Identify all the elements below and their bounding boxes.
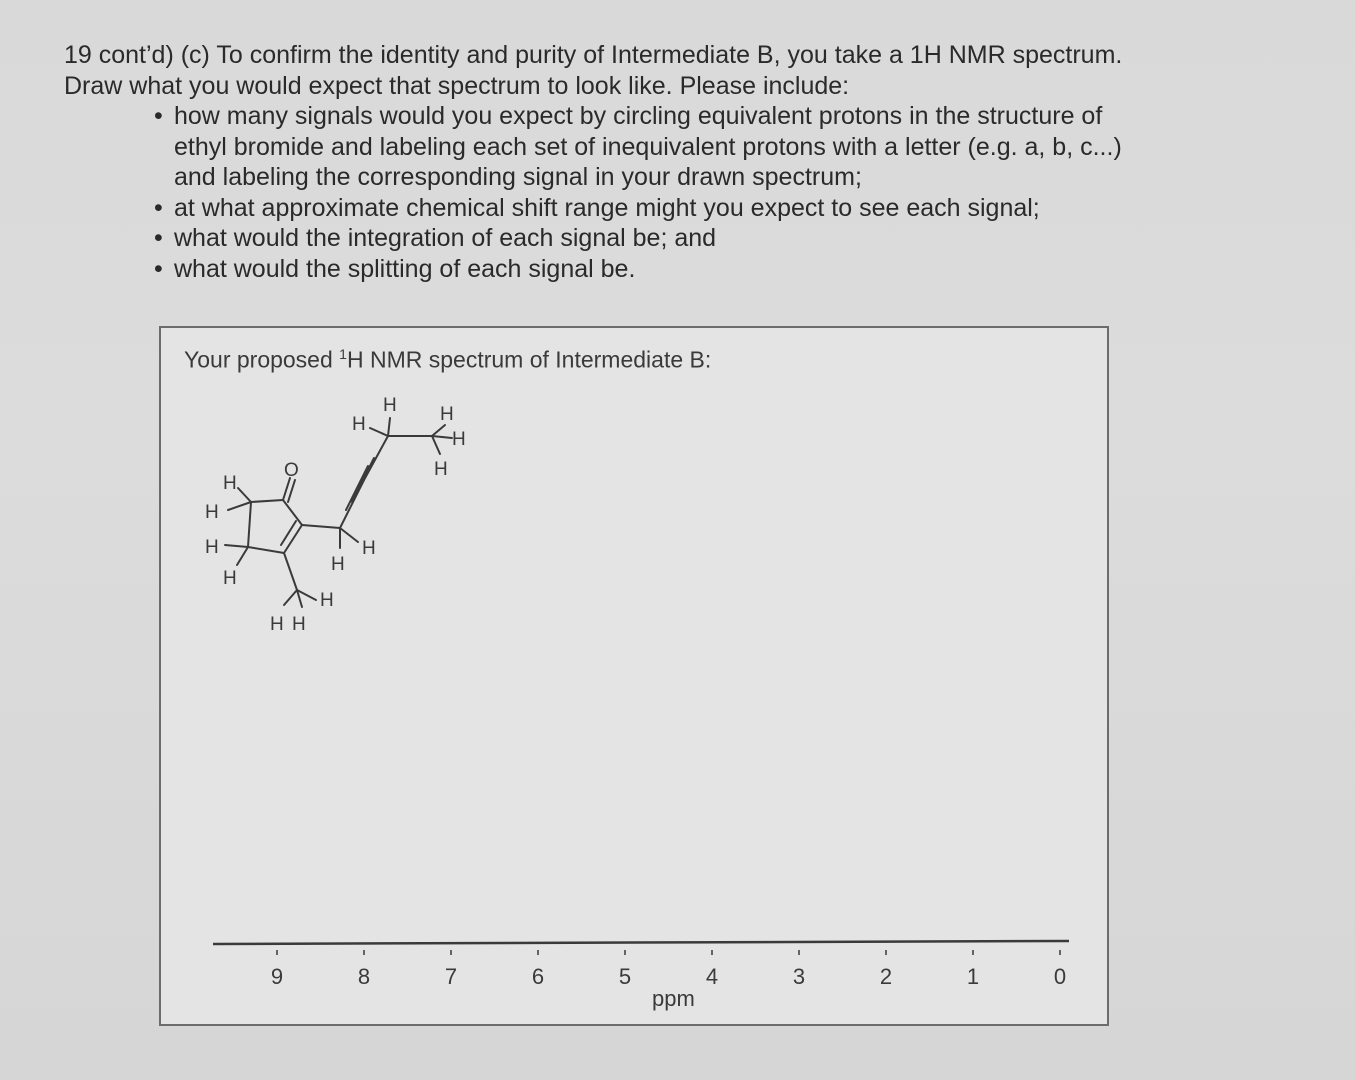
question-line-1: 19 cont’d) (c) To confirm the identity and purity of Intermediate B, you take a 1H NMR spectrum. (64, 41, 1123, 69)
ppm-axis-label: ppm (652, 986, 695, 1011)
ppm-axis-ticks (271, 950, 1066, 989)
bullet-1-line-2: ethyl bromide and labeling each set of inequivalent protons with a letter (e.g. a, b, c...) (174, 132, 1122, 161)
ppm-tick-label: 7 (444, 964, 458, 989)
atom-label: H (331, 554, 345, 575)
atom-label: H (223, 473, 237, 494)
atom-label: H (223, 568, 237, 589)
ppm-tick-label: 8 (357, 964, 371, 989)
atom-label: H (352, 414, 366, 435)
atom-label: H (452, 429, 466, 450)
answer-title-sup: 1 (339, 346, 347, 362)
bullet-1-line-3: and labeling the corresponding signal in your drawn spectrum; (174, 163, 862, 191)
atom-label: H (362, 538, 376, 559)
atom-label: H (434, 459, 448, 480)
ppm-tick-label: 5 (618, 964, 632, 989)
atom-label: O (284, 460, 299, 481)
ppm-tick-label: 3 (792, 964, 806, 989)
answer-title-suffix: H NMR spectrum of Intermediate B: (346, 346, 712, 373)
ppm-tick-label: 0 (1053, 964, 1067, 989)
ppm-tick-label: 2 (879, 964, 893, 989)
ppm-tick-label: 4 (705, 964, 719, 989)
question-line-2: Draw what you would expect that spectrum to look like. Please include: (64, 71, 850, 100)
atom-label: H (270, 614, 284, 635)
ppm-tick-label: 1 (966, 964, 980, 989)
atom-label: H (205, 502, 219, 523)
instruction-bullet-splitting: • what would the splitting of each signal be. (154, 254, 1214, 285)
bullet-1-line-1: how many signals would you expect by circling equivalent protons in the structure of (174, 102, 1103, 130)
molecule-atom-labels (205, 395, 466, 635)
ppm-tick-label: 6 (531, 964, 545, 989)
atom-label: H (383, 395, 397, 416)
ppm-axis-line (213, 941, 1069, 944)
atom-label: H (320, 590, 334, 611)
ppm-tick-label: 9 (270, 964, 284, 989)
atom-label: H (440, 404, 454, 425)
atom-label: H (292, 614, 306, 635)
instruction-bullet-shift: • at what approximate chemical shift range might you expect to see each signal; (154, 193, 1214, 224)
atom-label: H (205, 537, 219, 558)
answer-title-prefix: Your proposed (184, 346, 340, 373)
molecule-structure (225, 418, 452, 607)
instruction-bullet-integration: • what would the integration of each signal be; and (154, 223, 1214, 254)
